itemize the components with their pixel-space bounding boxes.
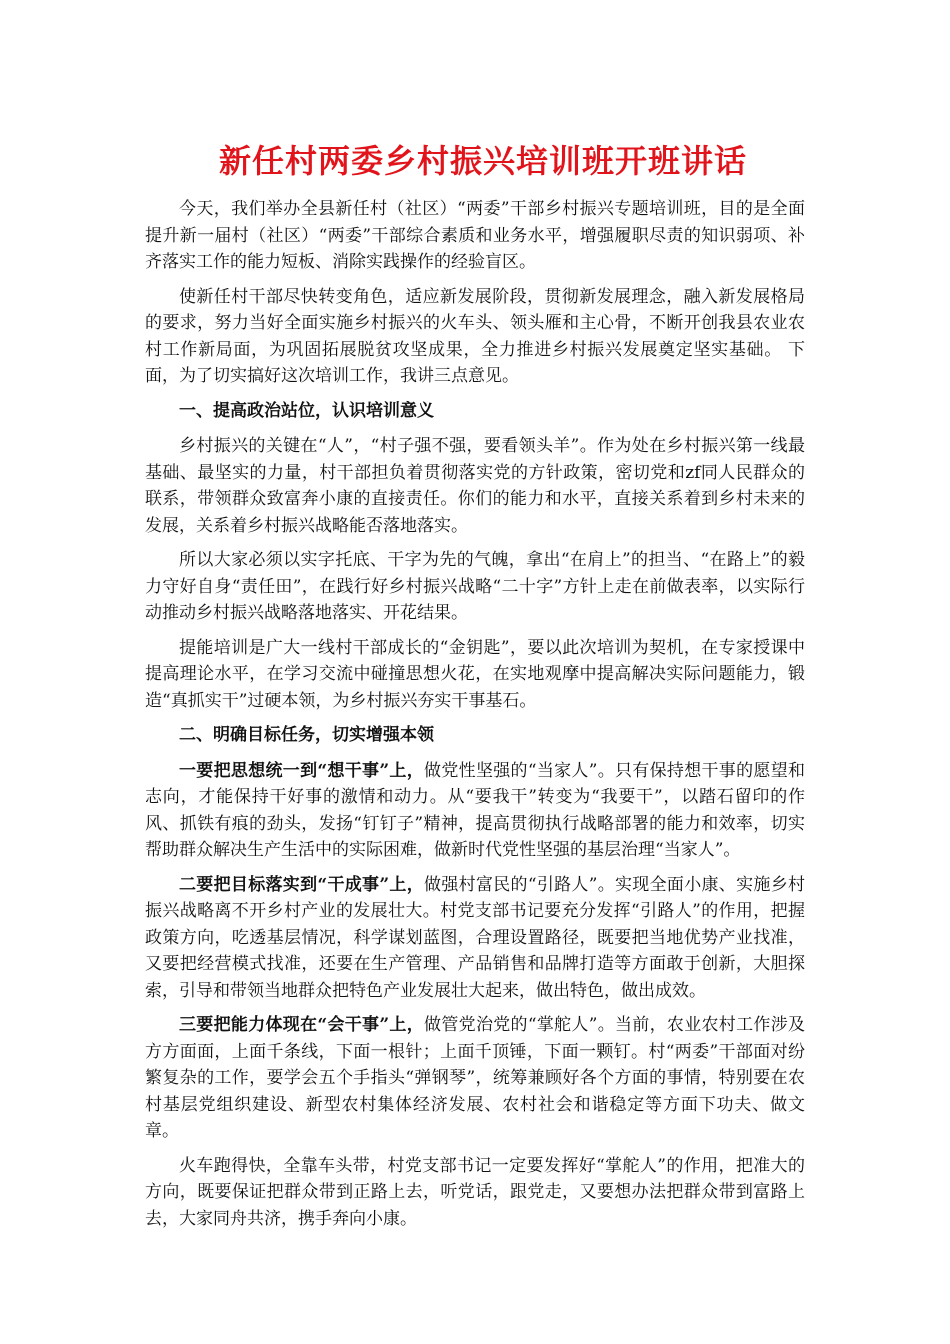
paragraph-body: 做管党治党的“掌舵人”。当前，农业农村工作涉及方方面面，上面千条线，下面一根针；上面千顶锤，下面一颗钉。村“两委”干部面对纷繁复杂的工作，要学会五个手指头“弹钢琴”，统筹兼顾好各个方面的事情，特别要在农村基层党组织建设、新型农村集体经济发展、农村社会和谐稳定等方面下功夫、做文章。	[145, 1015, 805, 1141]
intro-paragraph-1: 今天，我们举办全县新任村（社区）“两委”干部乡村振兴专题培训班，目的是全面提升新一届村（社区）“两委”干部综合素质和业务水平，增强履职尽责的知识弱项、补齐落实工作的能力短板、消除实践操作的经验盲区。	[145, 199, 805, 272]
intro-paragraph-2: 使新任村干部尽快转变角色，适应新发展阶段，贯彻新发展理念，融入新发展格局的要求，努力当好全面实施乡村振兴的火车头、领头雁和主心骨，不断开创我县农业农村工作新局面，为巩固拓展脱贫攻坚成果，全力推进乡村振兴发展奠定坚实基础。 下面，为了切实搞好这次培训工作，我讲三点意见。	[145, 286, 805, 386]
section-2-paragraph-3	[145, 1012, 805, 1145]
paragraph-lead-phrase: 一要把思想统一到“想干事”上，	[179, 760, 425, 781]
paragraph-body: 做党性坚强的“当家人”。只有保持想干事的愿望和志向，才能保持干好事的激情和动力。从“要我干”转变为“我要干”，以踏石留印的作风、抓铁有痕的劲头，发扬“钉钉子”精神，提高贯彻执行战略部署的能力和效率，切实帮助群众解决生产生活中的实际困难，做新时代党性坚强的基层治理“当家人”。	[145, 760, 805, 860]
section-2-heading: 二、明确目标任务，切实增强本领	[179, 725, 434, 745]
section-1-paragraph-3: 提能培训是广大一线村干部成长的“金钥匙”，要以此次培训为契机，在专家授课中提高理论水平，在学习交流中碰撞思想火花，在实地观摩中提高解决实际问题能力，锻造“真抓实干”过硬本领，为乡村振兴夯实干事基石。	[145, 637, 805, 711]
section-2-paragraph-1	[145, 758, 805, 864]
paragraph-lead-phrase: 三要把能力体现在“会干事”上，	[179, 1015, 425, 1035]
section-2-paragraph-2	[145, 872, 805, 1005]
document-page	[145, 138, 805, 1240]
section-1-heading: 一、提高政治站位，认识培训意义	[179, 400, 434, 421]
section-1-paragraph-2: 所以大家必须以实字托底、干字为先的气魄，拿出“在肩上”的担当、“在路上”的毅力守好自身“责任田”，在践行好乡村振兴战略“二十字”方针上走在前做表率，以实际行动推动乡村振兴战略落地落实、开花结果。	[145, 550, 805, 623]
document-title: 新任村两委乡村振兴培训班开班讲话	[219, 142, 748, 180]
section-1-paragraph-1: 乡村振兴的关键在“人”，“村子强不强，要看领头羊”。作为处在乡村振兴第一线最基础、最坚实的力量，村干部担负着贯彻落实党的方针政策，密切党和zf同人民群众的联系，带领群众致富奔小康的直接责任。你们的能力和水平，直接关系着到乡村未来的发展，关系着乡村振兴战略能否落地落实。	[145, 436, 805, 536]
paragraph-body: 做强村富民的“引路人”。实现全面小康、实施乡村振兴战略离不开乡村产业的发展壮大。村党支部书记要充分发挥“引路人”的作用，把握政策方向，吃透基层情况，科学谋划蓝图，合理设置路径，既要把当地优势产业找准，又要把经营模式找准，还要在生产管理、产品销售和品牌打造等方面敢于创新，大胆探索，引导和带领当地群众把特色产业发展壮大起来，做出特色，做出成效。	[145, 874, 805, 1001]
paragraph-lead-phrase: 二要把目标落实到“干成事”上，	[179, 874, 425, 895]
section-2-paragraph-4: 火车跑得快，全靠车头带，村党支部书记一定要发挥好“掌舵人”的作用，把准大的方向，既要保证把群众带到正路上去，听党话，跟党走，又要想办法把群众带到富路上去，大家同舟共济，携手奔向小康。	[145, 1155, 805, 1229]
